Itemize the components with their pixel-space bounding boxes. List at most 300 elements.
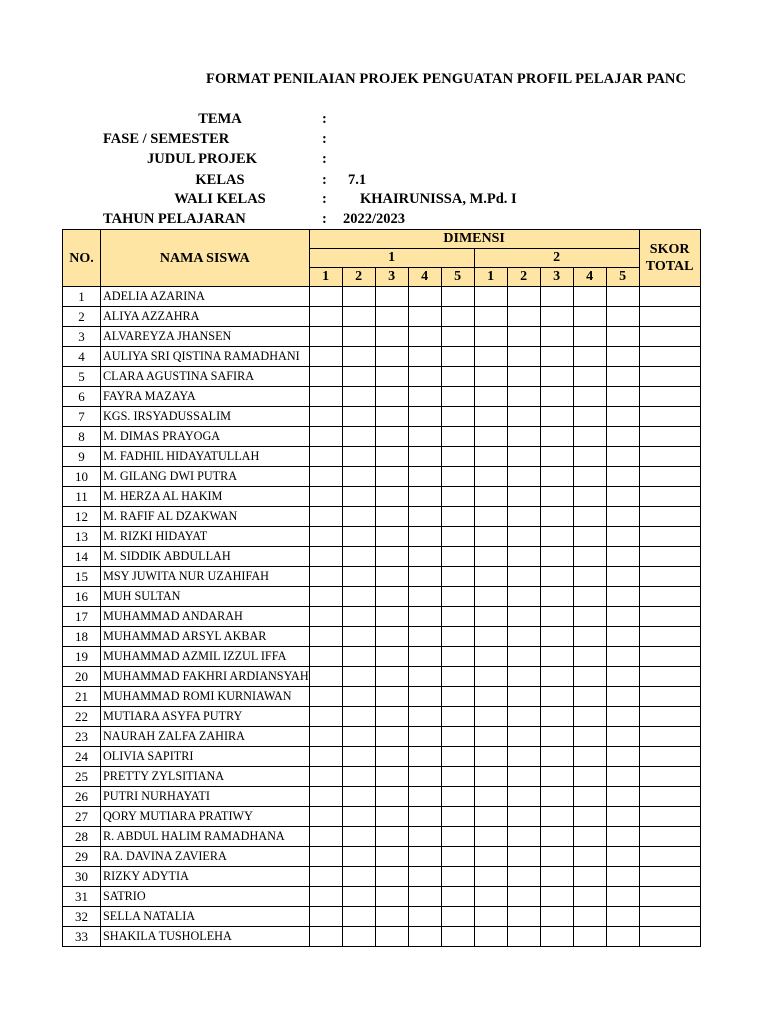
score-cell[interactable] — [474, 687, 507, 707]
score-cell[interactable] — [507, 907, 540, 927]
score-cell[interactable] — [408, 747, 441, 767]
score-cell[interactable] — [441, 347, 474, 367]
total-score-cell[interactable] — [639, 927, 700, 947]
score-cell[interactable] — [309, 607, 342, 627]
score-cell[interactable] — [474, 767, 507, 787]
score-cell[interactable] — [408, 767, 441, 787]
score-cell[interactable] — [606, 847, 639, 867]
score-cell[interactable] — [342, 627, 375, 647]
score-cell[interactable] — [375, 927, 408, 947]
score-cell[interactable] — [540, 807, 573, 827]
score-cell[interactable] — [342, 907, 375, 927]
score-cell[interactable] — [375, 727, 408, 747]
score-cell[interactable] — [507, 467, 540, 487]
total-score-cell[interactable] — [639, 507, 700, 527]
total-score-cell[interactable] — [639, 607, 700, 627]
score-cell[interactable] — [342, 747, 375, 767]
score-cell[interactable] — [573, 467, 606, 487]
score-cell[interactable] — [573, 707, 606, 727]
score-cell[interactable] — [441, 287, 474, 307]
score-cell[interactable] — [342, 607, 375, 627]
score-cell[interactable] — [507, 487, 540, 507]
total-score-cell[interactable] — [639, 907, 700, 927]
score-cell[interactable] — [408, 927, 441, 947]
score-cell[interactable] — [474, 347, 507, 367]
score-cell[interactable] — [309, 447, 342, 467]
score-cell[interactable] — [540, 407, 573, 427]
score-cell[interactable] — [474, 707, 507, 727]
score-cell[interactable] — [606, 287, 639, 307]
score-cell[interactable] — [309, 407, 342, 427]
score-cell[interactable] — [441, 367, 474, 387]
score-cell[interactable] — [540, 927, 573, 947]
score-cell[interactable] — [507, 347, 540, 367]
score-cell[interactable] — [540, 487, 573, 507]
score-cell[interactable] — [507, 527, 540, 547]
score-cell[interactable] — [507, 747, 540, 767]
score-cell[interactable] — [309, 427, 342, 447]
score-cell[interactable] — [408, 287, 441, 307]
score-cell[interactable] — [309, 667, 342, 687]
score-cell[interactable] — [309, 367, 342, 387]
score-cell[interactable] — [540, 667, 573, 687]
score-cell[interactable] — [309, 307, 342, 327]
score-cell[interactable] — [441, 307, 474, 327]
score-cell[interactable] — [474, 827, 507, 847]
score-cell[interactable] — [573, 387, 606, 407]
score-cell[interactable] — [606, 607, 639, 627]
score-cell[interactable] — [540, 327, 573, 347]
score-cell[interactable] — [309, 907, 342, 927]
score-cell[interactable] — [342, 767, 375, 787]
score-cell[interactable] — [441, 807, 474, 827]
score-cell[interactable] — [507, 567, 540, 587]
score-cell[interactable] — [507, 607, 540, 627]
score-cell[interactable] — [540, 607, 573, 627]
total-score-cell[interactable] — [639, 867, 700, 887]
score-cell[interactable] — [375, 627, 408, 647]
score-cell[interactable] — [474, 887, 507, 907]
score-cell[interactable] — [507, 827, 540, 847]
score-cell[interactable] — [507, 307, 540, 327]
score-cell[interactable] — [441, 387, 474, 407]
score-cell[interactable] — [474, 867, 507, 887]
score-cell[interactable] — [375, 447, 408, 467]
score-cell[interactable] — [540, 387, 573, 407]
total-score-cell[interactable] — [639, 587, 700, 607]
score-cell[interactable] — [507, 647, 540, 667]
score-cell[interactable] — [606, 727, 639, 747]
score-cell[interactable] — [309, 547, 342, 567]
score-cell[interactable] — [606, 707, 639, 727]
total-score-cell[interactable] — [639, 347, 700, 367]
score-cell[interactable] — [474, 407, 507, 427]
score-cell[interactable] — [375, 367, 408, 387]
score-cell[interactable] — [474, 507, 507, 527]
score-cell[interactable] — [408, 387, 441, 407]
total-score-cell[interactable] — [639, 727, 700, 747]
score-cell[interactable] — [606, 547, 639, 567]
score-cell[interactable] — [606, 647, 639, 667]
score-cell[interactable] — [408, 707, 441, 727]
score-cell[interactable] — [375, 407, 408, 427]
total-score-cell[interactable] — [639, 747, 700, 767]
score-cell[interactable] — [474, 847, 507, 867]
score-cell[interactable] — [573, 747, 606, 767]
score-cell[interactable] — [375, 467, 408, 487]
score-cell[interactable] — [540, 507, 573, 527]
score-cell[interactable] — [342, 487, 375, 507]
score-cell[interactable] — [408, 547, 441, 567]
score-cell[interactable] — [309, 467, 342, 487]
score-cell[interactable] — [507, 387, 540, 407]
score-cell[interactable] — [441, 707, 474, 727]
score-cell[interactable] — [606, 567, 639, 587]
score-cell[interactable] — [474, 547, 507, 567]
score-cell[interactable] — [375, 547, 408, 567]
score-cell[interactable] — [441, 427, 474, 447]
score-cell[interactable] — [573, 907, 606, 927]
score-cell[interactable] — [573, 527, 606, 547]
score-cell[interactable] — [309, 807, 342, 827]
total-score-cell[interactable] — [639, 707, 700, 727]
score-cell[interactable] — [408, 587, 441, 607]
score-cell[interactable] — [540, 527, 573, 547]
score-cell[interactable] — [606, 767, 639, 787]
score-cell[interactable] — [573, 867, 606, 887]
score-cell[interactable] — [573, 347, 606, 367]
score-cell[interactable] — [408, 867, 441, 887]
score-cell[interactable] — [540, 467, 573, 487]
total-score-cell[interactable] — [639, 427, 700, 447]
score-cell[interactable] — [441, 787, 474, 807]
score-cell[interactable] — [540, 307, 573, 327]
score-cell[interactable] — [375, 787, 408, 807]
score-cell[interactable] — [573, 327, 606, 347]
score-cell[interactable] — [375, 687, 408, 707]
score-cell[interactable] — [342, 527, 375, 547]
score-cell[interactable] — [309, 627, 342, 647]
score-cell[interactable] — [474, 807, 507, 827]
score-cell[interactable] — [309, 527, 342, 547]
score-cell[interactable] — [342, 387, 375, 407]
score-cell[interactable] — [441, 467, 474, 487]
score-cell[interactable] — [474, 927, 507, 947]
score-cell[interactable] — [606, 887, 639, 907]
score-cell[interactable] — [441, 647, 474, 667]
total-score-cell[interactable] — [639, 387, 700, 407]
score-cell[interactable] — [375, 287, 408, 307]
score-cell[interactable] — [573, 427, 606, 447]
score-cell[interactable] — [375, 667, 408, 687]
score-cell[interactable] — [573, 807, 606, 827]
score-cell[interactable] — [309, 707, 342, 727]
score-cell[interactable] — [540, 687, 573, 707]
total-score-cell[interactable] — [639, 567, 700, 587]
score-cell[interactable] — [540, 567, 573, 587]
score-cell[interactable] — [408, 367, 441, 387]
score-cell[interactable] — [441, 747, 474, 767]
score-cell[interactable] — [342, 447, 375, 467]
score-cell[interactable] — [408, 407, 441, 427]
score-cell[interactable] — [375, 427, 408, 447]
score-cell[interactable] — [375, 507, 408, 527]
score-cell[interactable] — [606, 507, 639, 527]
score-cell[interactable] — [474, 367, 507, 387]
score-cell[interactable] — [573, 407, 606, 427]
score-cell[interactable] — [573, 887, 606, 907]
score-cell[interactable] — [507, 727, 540, 747]
score-cell[interactable] — [408, 467, 441, 487]
score-cell[interactable] — [309, 927, 342, 947]
score-cell[interactable] — [375, 307, 408, 327]
score-cell[interactable] — [540, 547, 573, 567]
score-cell[interactable] — [342, 927, 375, 947]
score-cell[interactable] — [573, 827, 606, 847]
score-cell[interactable] — [441, 687, 474, 707]
total-score-cell[interactable] — [639, 287, 700, 307]
score-cell[interactable] — [309, 327, 342, 347]
score-cell[interactable] — [540, 347, 573, 367]
score-cell[interactable] — [606, 327, 639, 347]
score-cell[interactable] — [573, 367, 606, 387]
score-cell[interactable] — [474, 727, 507, 747]
score-cell[interactable] — [507, 447, 540, 467]
score-cell[interactable] — [342, 347, 375, 367]
score-cell[interactable] — [342, 367, 375, 387]
score-cell[interactable] — [540, 447, 573, 467]
score-cell[interactable] — [342, 867, 375, 887]
score-cell[interactable] — [309, 887, 342, 907]
score-cell[interactable] — [573, 287, 606, 307]
score-cell[interactable] — [507, 787, 540, 807]
total-score-cell[interactable] — [639, 407, 700, 427]
score-cell[interactable] — [441, 627, 474, 647]
score-cell[interactable] — [507, 927, 540, 947]
score-cell[interactable] — [342, 507, 375, 527]
total-score-cell[interactable] — [639, 847, 700, 867]
score-cell[interactable] — [507, 587, 540, 607]
score-cell[interactable] — [441, 607, 474, 627]
score-cell[interactable] — [540, 707, 573, 727]
total-score-cell[interactable] — [639, 527, 700, 547]
score-cell[interactable] — [408, 687, 441, 707]
score-cell[interactable] — [375, 587, 408, 607]
total-score-cell[interactable] — [639, 827, 700, 847]
score-cell[interactable] — [408, 307, 441, 327]
score-cell[interactable] — [309, 567, 342, 587]
score-cell[interactable] — [474, 307, 507, 327]
score-cell[interactable] — [441, 907, 474, 927]
score-cell[interactable] — [573, 667, 606, 687]
score-cell[interactable] — [408, 507, 441, 527]
score-cell[interactable] — [342, 427, 375, 447]
score-cell[interactable] — [573, 767, 606, 787]
score-cell[interactable] — [573, 447, 606, 467]
score-cell[interactable] — [309, 867, 342, 887]
score-cell[interactable] — [606, 867, 639, 887]
score-cell[interactable] — [507, 887, 540, 907]
score-cell[interactable] — [507, 507, 540, 527]
score-cell[interactable] — [606, 627, 639, 647]
score-cell[interactable] — [573, 727, 606, 747]
total-score-cell[interactable] — [639, 767, 700, 787]
score-cell[interactable] — [408, 527, 441, 547]
score-cell[interactable] — [342, 587, 375, 607]
score-cell[interactable] — [606, 347, 639, 367]
score-cell[interactable] — [507, 547, 540, 567]
score-cell[interactable] — [441, 727, 474, 747]
score-cell[interactable] — [606, 687, 639, 707]
score-cell[interactable] — [441, 507, 474, 527]
score-cell[interactable] — [408, 727, 441, 747]
total-score-cell[interactable] — [639, 487, 700, 507]
score-cell[interactable] — [474, 427, 507, 447]
score-cell[interactable] — [573, 647, 606, 667]
score-cell[interactable] — [309, 787, 342, 807]
score-cell[interactable] — [474, 667, 507, 687]
score-cell[interactable] — [540, 727, 573, 747]
score-cell[interactable] — [507, 767, 540, 787]
score-cell[interactable] — [408, 847, 441, 867]
score-cell[interactable] — [408, 427, 441, 447]
score-cell[interactable] — [573, 587, 606, 607]
total-score-cell[interactable] — [639, 887, 700, 907]
score-cell[interactable] — [441, 667, 474, 687]
total-score-cell[interactable] — [639, 807, 700, 827]
score-cell[interactable] — [474, 587, 507, 607]
score-cell[interactable] — [441, 867, 474, 887]
score-cell[interactable] — [375, 567, 408, 587]
score-cell[interactable] — [441, 927, 474, 947]
score-cell[interactable] — [342, 567, 375, 587]
score-cell[interactable] — [606, 587, 639, 607]
score-cell[interactable] — [606, 667, 639, 687]
score-cell[interactable] — [507, 807, 540, 827]
score-cell[interactable] — [408, 907, 441, 927]
score-cell[interactable] — [606, 387, 639, 407]
score-cell[interactable] — [606, 907, 639, 927]
score-cell[interactable] — [309, 827, 342, 847]
score-cell[interactable] — [342, 687, 375, 707]
score-cell[interactable] — [375, 807, 408, 827]
total-score-cell[interactable] — [639, 447, 700, 467]
score-cell[interactable] — [507, 407, 540, 427]
score-cell[interactable] — [507, 687, 540, 707]
score-cell[interactable] — [441, 547, 474, 567]
score-cell[interactable] — [375, 527, 408, 547]
score-cell[interactable] — [606, 527, 639, 547]
score-cell[interactable] — [342, 727, 375, 747]
score-cell[interactable] — [474, 487, 507, 507]
score-cell[interactable] — [309, 767, 342, 787]
score-cell[interactable] — [507, 847, 540, 867]
score-cell[interactable] — [342, 847, 375, 867]
score-cell[interactable] — [309, 727, 342, 747]
score-cell[interactable] — [474, 647, 507, 667]
score-cell[interactable] — [342, 827, 375, 847]
score-cell[interactable] — [573, 307, 606, 327]
score-cell[interactable] — [540, 847, 573, 867]
score-cell[interactable] — [573, 547, 606, 567]
score-cell[interactable] — [309, 507, 342, 527]
score-cell[interactable] — [309, 387, 342, 407]
score-cell[interactable] — [309, 687, 342, 707]
score-cell[interactable] — [342, 787, 375, 807]
score-cell[interactable] — [606, 787, 639, 807]
score-cell[interactable] — [375, 487, 408, 507]
score-cell[interactable] — [309, 587, 342, 607]
score-cell[interactable] — [606, 827, 639, 847]
score-cell[interactable] — [342, 807, 375, 827]
score-cell[interactable] — [573, 607, 606, 627]
score-cell[interactable] — [375, 747, 408, 767]
score-cell[interactable] — [474, 287, 507, 307]
total-score-cell[interactable] — [639, 687, 700, 707]
score-cell[interactable] — [342, 327, 375, 347]
score-cell[interactable] — [573, 627, 606, 647]
score-cell[interactable] — [408, 487, 441, 507]
score-cell[interactable] — [375, 647, 408, 667]
score-cell[interactable] — [342, 667, 375, 687]
score-cell[interactable] — [540, 747, 573, 767]
score-cell[interactable] — [309, 487, 342, 507]
score-cell[interactable] — [573, 567, 606, 587]
score-cell[interactable] — [375, 907, 408, 927]
score-cell[interactable] — [573, 927, 606, 947]
score-cell[interactable] — [309, 647, 342, 667]
score-cell[interactable] — [573, 787, 606, 807]
score-cell[interactable] — [474, 907, 507, 927]
score-cell[interactable] — [441, 447, 474, 467]
score-cell[interactable] — [441, 847, 474, 867]
score-cell[interactable] — [507, 327, 540, 347]
score-cell[interactable] — [408, 887, 441, 907]
score-cell[interactable] — [540, 427, 573, 447]
score-cell[interactable] — [474, 747, 507, 767]
total-score-cell[interactable] — [639, 547, 700, 567]
score-cell[interactable] — [540, 367, 573, 387]
score-cell[interactable] — [342, 467, 375, 487]
score-cell[interactable] — [408, 827, 441, 847]
score-cell[interactable] — [606, 307, 639, 327]
score-cell[interactable] — [309, 347, 342, 367]
score-cell[interactable] — [573, 847, 606, 867]
score-cell[interactable] — [507, 627, 540, 647]
score-cell[interactable] — [342, 407, 375, 427]
score-cell[interactable] — [507, 867, 540, 887]
score-cell[interactable] — [441, 767, 474, 787]
score-cell[interactable] — [474, 447, 507, 467]
score-cell[interactable] — [474, 467, 507, 487]
score-cell[interactable] — [474, 327, 507, 347]
score-cell[interactable] — [507, 367, 540, 387]
score-cell[interactable] — [408, 807, 441, 827]
score-cell[interactable] — [540, 787, 573, 807]
score-cell[interactable] — [606, 447, 639, 467]
total-score-cell[interactable] — [639, 667, 700, 687]
score-cell[interactable] — [540, 287, 573, 307]
score-cell[interactable] — [408, 607, 441, 627]
score-cell[interactable] — [408, 347, 441, 367]
score-cell[interactable] — [408, 327, 441, 347]
score-cell[interactable] — [375, 867, 408, 887]
score-cell[interactable] — [342, 547, 375, 567]
score-cell[interactable] — [573, 687, 606, 707]
score-cell[interactable] — [474, 627, 507, 647]
score-cell[interactable] — [309, 287, 342, 307]
score-cell[interactable] — [606, 427, 639, 447]
